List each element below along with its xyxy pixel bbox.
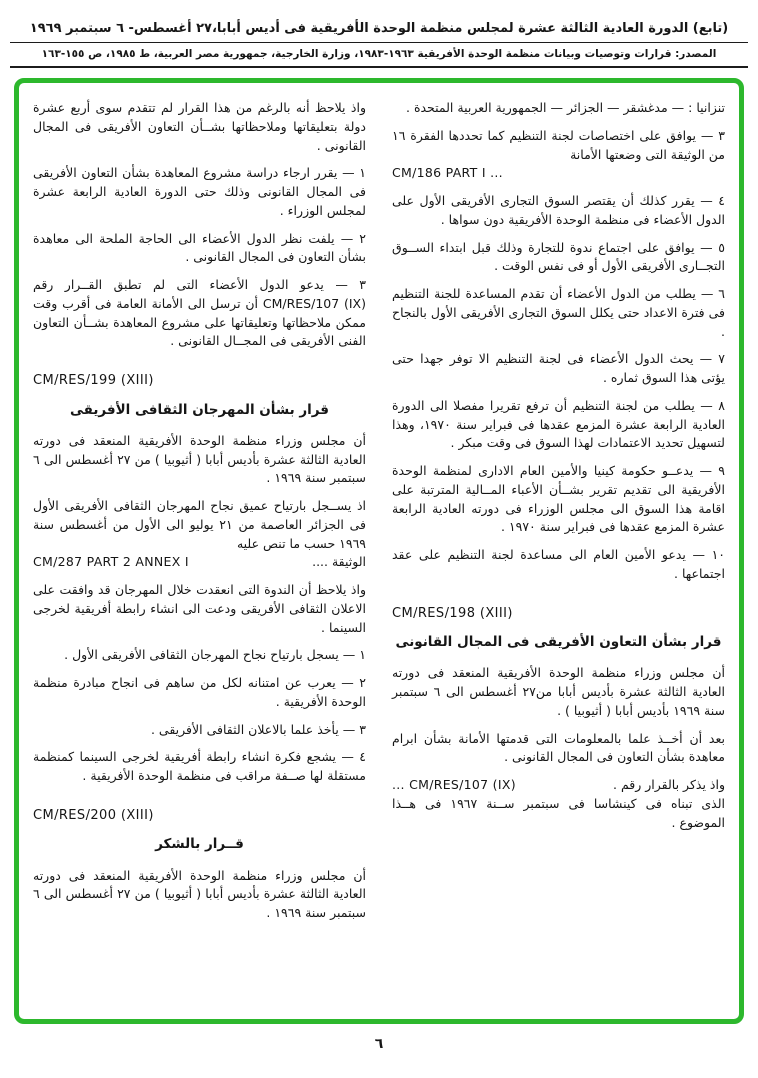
- paragraph: اذ يســجل بارتياح عميق نجاح المهرجان الثقافى الأفريقى الأول فى الجزائر العاصمة من ٢١ يوليو الى الأول من أغسطس سنة ١٩٦٩ حسب ما تنص عليه: [33, 498, 366, 551]
- arabic-run: الوثيقة ....: [312, 554, 366, 570]
- page-number: ٦: [374, 1036, 384, 1052]
- paragraph: ١٠ — يدعو الأمين العام الى مساعدة لجنة التنظيم على عقد اجتماعها .: [392, 547, 725, 581]
- resolution-ref: CM/RES/200 (XIII): [33, 807, 154, 823]
- header-divider-bottom: [10, 66, 748, 68]
- header-source: المصدر: قرارات وتوصيات وبيانات منظمة الوحدة الأفريقية ١٩٦٣-١٩٨٣، وزارة الخارجية، جمهورية مصر العربية، ط ١٩٨٥، ص ١٥٥-١٦٣: [41, 48, 717, 60]
- paragraph: أن مجلس وزراء منظمة الوحدة الأفريقية المنعقد فى دورته العادية الثالثة عشرة بأديس أبابا ( أثيوبيا ) من ٢٧ أغسطس الى ٦ سبتمبر سنة ١٩٦٩ .: [33, 867, 366, 920]
- paragraph: الذى تبناه فى كينشاسا فى سبتمبر ســنة ١٩٦٧ فى هــذا الموضوع .: [392, 795, 726, 830]
- section-heading: قــرار بالشكر: [155, 836, 244, 853]
- paragraph: ١ — يقرر ارجاء دراسة مشروع المعاهدة بشأن التعاون الأفريقى فى المجال القانونى وذلك حتى الدورة العادية الرابعة عشرة لمجلس الوزراء .: [33, 165, 366, 218]
- paragraph: واذ يلاحظ أن الندوة التى انعقدت خلال المهرجان قد وافقت على الاعلان الثقافى الأفريقى ودعت الى انشاء رابطة أفريقية لخرجى السينما .: [33, 582, 366, 635]
- page-footer: [8, 1024, 750, 1052]
- arabic-run: واذ يذكر بالقرار رقم .: [613, 777, 725, 792]
- paragraph: ٩ — يدعــو حكومة كينيا والأمين العام الادارى لمنظمة الوحدة الأفريقية الى تقديم تقرير بشــأن الأعباء المــالية المترتبة على اقامة هذا السوق الى مجلس الوزراء فى دورته العادية الرابعة عشرة المزمع عقدها فى فبراير سنة ١٩٧٠ .: [392, 463, 725, 535]
- paragraph: ٥ — يوافق على اجتماع ندوة للتجارة وذلك قبل ابتداء الســوق التجــارى الأفريقى الأول أو فى نفس الوقت .: [392, 239, 725, 274]
- paragraph: ٤ — يشجع فكرة انشاء رابطة أفريقية لخرجى السينما كمنظمة مستقلة لها صــفة مراقب فى منظمة الوحدة الأفريقية .: [33, 749, 366, 783]
- paragraph: ٢ — يعرب عن امتنانه لكل من ساهم فى انجاح مبادرة منظمة الوحدة الأفريقية .: [33, 675, 366, 709]
- paragraph: تنزانيا : — مدغشقر — الجزائر — الجمهورية العربية المتحدة .: [406, 100, 725, 115]
- header-title: (تابع) الدورة العادية الثالثة عشرة لمجلس منظمة الوحدة الأفريقية فى أديس أبابا،٢٧ أغسطس- ٦ سبتمبر ١٩٦٩: [29, 21, 729, 36]
- paragraph: ٦ — يطلب من الدول الأعضاء أن تقدم المساعدة للجنة التنظيم فى فترة الاعداد حتى يكلل السوق التجارى الأفريقى الأول بالنجاح .: [392, 286, 725, 339]
- mixed-direction-line: [33, 553, 366, 572]
- paragraph: واذ يلاحظ أنه بالرغم من هذا القرار لم تتقدم سوى أربع عشرة دولة بتعليقاتها وملاحظاتها بشــأن التعاون الأفريقى فى المجال القانونى .: [33, 100, 366, 153]
- paragraph: ٣ — يأخذ علما بالاعلان الثقافى الأفريقى .: [150, 721, 366, 737]
- document-reference-code: CM/287 PART 2 ANNEX I: [33, 554, 189, 570]
- paragraph: ١ — يسجل بارتياح نجاح المهرجان الثقافى الأفريقى الأول .: [64, 647, 366, 663]
- paragraph: ٨ — يطلب من لجنة التنظيم أن ترفع تقريرا مفصلا الى الدورة العادية الرابعة عشرة المزمع عقدها فى فبراير سنة ١٩٧٠، وهذا لتسهيل تحديد الاعتمادات لهذا السوق فى وقت مبكر .: [392, 397, 726, 451]
- paragraph: بعد أن أخــذ علما بالمعلومات التى قدمتها الأمانة بشأن ابرام معاهدة بشأن التعاون فى المجال القانونى .: [392, 730, 725, 765]
- mixed-direction-line: [392, 776, 725, 795]
- section-heading: قرار بشأن المهرجان الثقافى الأفريقى: [69, 401, 330, 418]
- resolution-ref: CM/RES/198 (XIII): [392, 605, 513, 621]
- column-right: [392, 99, 725, 1009]
- section-heading: قرار بشأن التعاون الأفريقى فى المجال القانونى: [395, 634, 722, 650]
- resolution-ref: CM/RES/199 (XIII): [33, 373, 154, 388]
- paragraph: ٧ — يحث الدول الأعضاء فى لجنة التنظيم الا توفر جهدا حتى يؤتى هذا السوق ثماره .: [392, 351, 725, 385]
- paragraph: ٤ — يقرر كذلك أن يقتصر السوق التجارى الأفريقى الأول على الدول الأعضاء فى منظمة الوحدة الأفريقية دون سواها .: [392, 193, 725, 227]
- document-reference-code: ... CM/RES/107 (IX): [392, 777, 516, 792]
- page-header: [8, 16, 750, 68]
- paragraph: أن مجلس وزراء منظمة الوحدة الأفريقية المنعقد فى دورته العادية الثالثة عشرة بأديس أبابا ( أثيوبيا ) من ٢٧ أغسطس الى ٦ سبتمبر سنة ١٩٦٩ .: [33, 432, 366, 486]
- column-left: [33, 99, 366, 1009]
- paragraph: أن مجلس وزراء منظمة الوحدة الأفريقية المنعقد فى دورته العادية الثالثة عشرة بأديس أبابا من٢٧ أغسطس الى ٦ سبتمبر سنة ١٩٦٩ بأديس أبابا ( أثيوبيا ) .: [392, 665, 725, 718]
- document-code-line: CM/186 PART I ...: [392, 165, 503, 181]
- paragraph: ٢ — يلفت نظر الدول الأعضاء الى الحاجة الملحة الى معاهدة بشأن التعاون فى المجال القانونى .: [33, 230, 366, 265]
- paragraph: ٣ — يوافق على اختصاصات لجنة التنظيم كما تحددها الفقرة ١٦ من الوثيقة التى وضعتها الأمانة: [392, 127, 725, 162]
- content-frame: [14, 78, 744, 1024]
- paragraph: ٣ — يدعو الدول الأعضاء التى لم تطبق القــرار رقم CM/RES/107 (IX) أن ترسل الى الأمانة العامة فى أقرب وقت ممكن ملاحظاتها وتعليقاتها على مشروع المعاهدة بشــأن التعاون الفنى الأفريقى فى المجــال القانونى .: [33, 277, 366, 349]
